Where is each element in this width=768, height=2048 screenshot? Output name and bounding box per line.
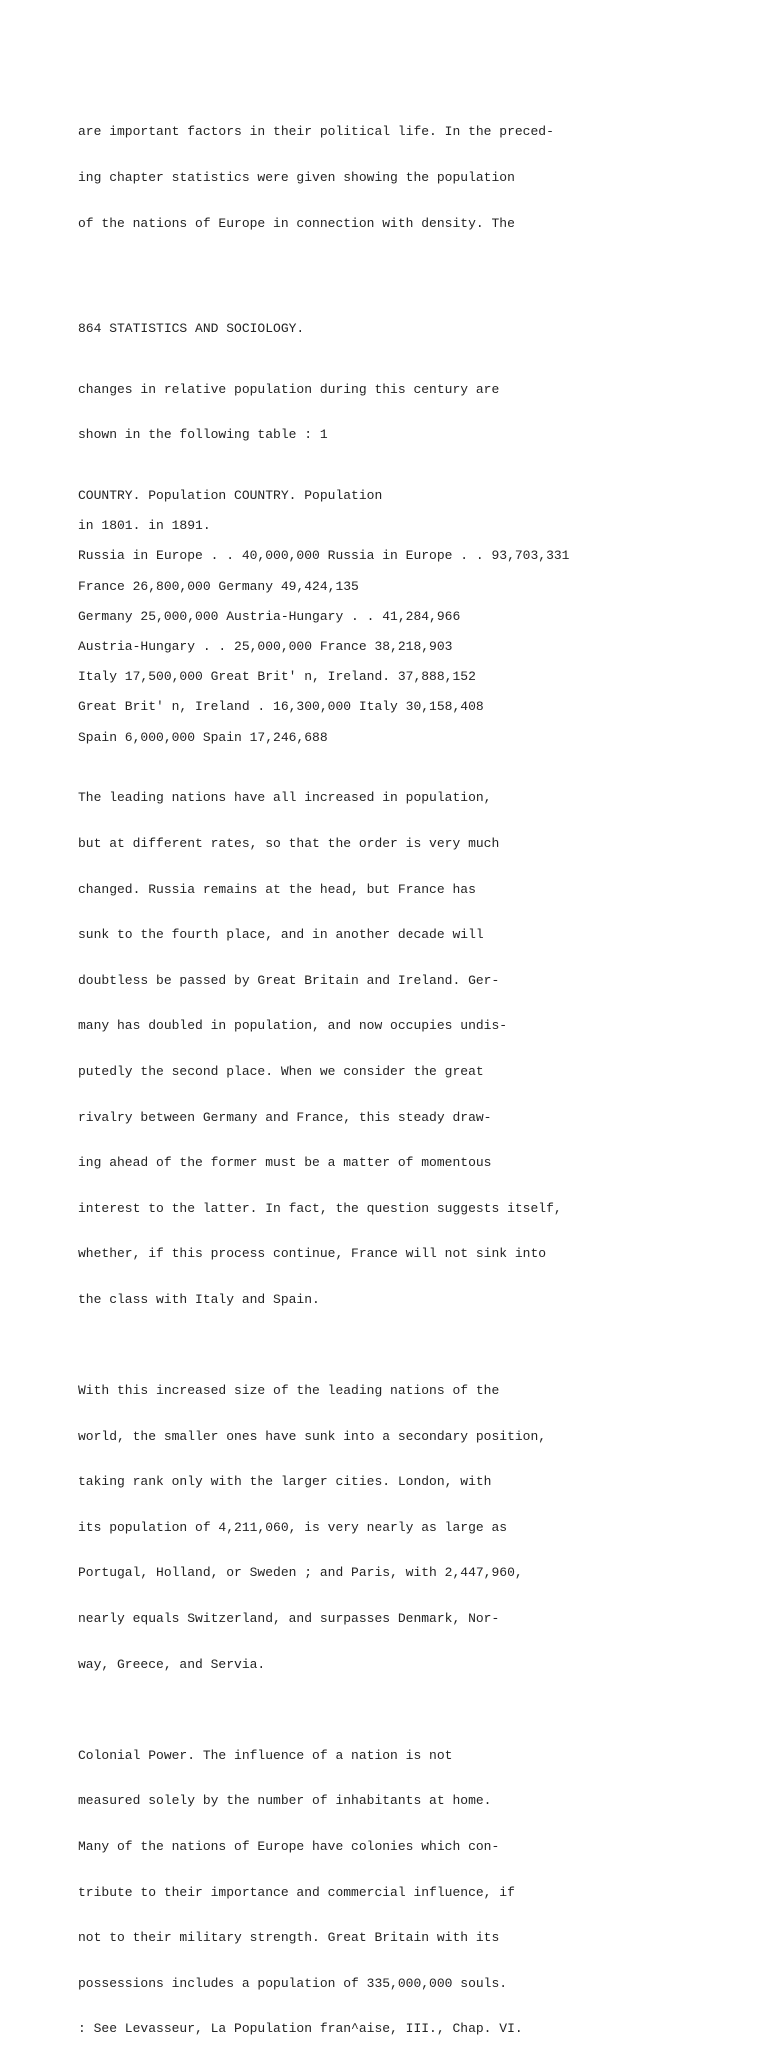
- table-row: Germany 25,000,000 Austria-Hungary . . 41,284,966: [78, 608, 461, 624]
- table-row: Russia in Europe . . 40,000,000 Russia in Europe . . 93,703,331: [78, 548, 570, 564]
- text-line: interest to the latter. In fact, the question suggests itself,: [78, 1200, 562, 1216]
- spacer: [78, 654, 758, 669]
- table-header-row: in 1801. in 1891.: [78, 518, 211, 534]
- text-line: taking rank only with the larger cities. London, with: [78, 1474, 492, 1490]
- text-line: many has doubled in population, and now occupies undis-: [78, 1018, 508, 1034]
- document-page: [78, 94, 758, 2048]
- text-line: tribute to their importance and commercial influence, if: [78, 1884, 515, 1900]
- running-header: 864 STATISTICS AND SOCIOLOGY.: [78, 321, 305, 337]
- text-line: With this increased size of the leading nations of the: [78, 1383, 500, 1399]
- text-line: whether, if this process continue, France will not sink into: [78, 1246, 547, 1262]
- text-line: measured solely by the number of inhabitants at home.: [78, 1793, 492, 1809]
- text-line: Portugal, Holland, or Sweden ; and Paris, with 2,447,960,: [78, 1565, 523, 1581]
- spacer: [78, 745, 758, 760]
- text-line: are important factors in their political life. In the preced-: [78, 124, 554, 140]
- body-paragraph-3: [78, 1717, 758, 2048]
- body-paragraph-1: [78, 760, 758, 1338]
- text-line: but at different rates, so that the order is very much: [78, 835, 500, 851]
- text-line: putedly the second place. When we consider the great: [78, 1063, 484, 1079]
- spacer: [78, 1702, 758, 1717]
- text-line: doubtless be passed by Great Britain and Ireland. Ger-: [78, 972, 500, 988]
- text-line: Many of the nations of Europe have colonies which con-: [78, 1838, 500, 1854]
- text-line: not to their military strength. Great Britain with its: [78, 1930, 500, 1946]
- text-line: its population of 4,211,060, is very nearly as large as: [78, 1519, 508, 1535]
- text-line: rivalry between Germany and France, this steady draw-: [78, 1109, 492, 1125]
- text-line: changed. Russia remains at the head, but France has: [78, 881, 476, 897]
- text-line: Colonial Power. The influence of a nation is not: [78, 1747, 453, 1763]
- text-line: changes in relative population during this century are: [78, 381, 500, 397]
- spacer: [78, 533, 758, 548]
- footnote: : See Levasseur, La Population fran^aise, III., Chap. VI.: [78, 2021, 523, 2037]
- spacer: [78, 261, 758, 321]
- table-row: Spain 6,000,000 Spain 17,246,688: [78, 729, 328, 745]
- table-row: Austria-Hungary . . 25,000,000 France 38,218,903: [78, 639, 453, 655]
- text-line: nearly equals Switzerland, and surpasses Denmark, Nor-: [78, 1611, 500, 1627]
- spacer: [78, 564, 758, 579]
- table-row: Italy 17,500,000 Great Brit' n, Ireland. 37,888,152: [78, 669, 476, 685]
- table-row: France 26,800,000 Germany 49,424,135: [78, 578, 359, 594]
- table-row: Great Brit' n, Ireland . 16,300,000 Italy 30,158,408: [78, 699, 484, 715]
- spacer: [78, 715, 758, 730]
- text-line: ing ahead of the former must be a matter of momentous: [78, 1155, 492, 1171]
- body-paragraph-2: [78, 1353, 758, 1703]
- population-table: [78, 488, 758, 745]
- text-line: ing chapter statistics were given showing the population: [78, 170, 515, 186]
- text-line: possessions includes a population of 335,000,000 souls.: [78, 1975, 508, 1991]
- intro-paragraph: [78, 94, 758, 261]
- table-intro-paragraph: [78, 351, 758, 473]
- spacer: [78, 473, 758, 488]
- text-line: the class with Italy and Spain.: [78, 1292, 320, 1307]
- spacer: [78, 684, 758, 699]
- spacer: [78, 594, 758, 609]
- text-line: shown in the following table : 1: [78, 427, 328, 443]
- text-line: of the nations of Europe in connection with density. The: [78, 215, 515, 231]
- text-line: sunk to the fourth place, and in another decade will: [78, 927, 484, 943]
- spacer: [78, 503, 758, 518]
- table-header-row: COUNTRY. Population COUNTRY. Population: [78, 488, 383, 504]
- spacer: [78, 1338, 758, 1353]
- text-line: The leading nations have all increased in population,: [78, 790, 492, 806]
- spacer: [78, 624, 758, 639]
- text-line: world, the smaller ones have sunk into a secondary position,: [78, 1428, 547, 1444]
- spacer: [78, 336, 758, 351]
- text-line: way, Greece, and Servia.: [78, 1656, 266, 1672]
